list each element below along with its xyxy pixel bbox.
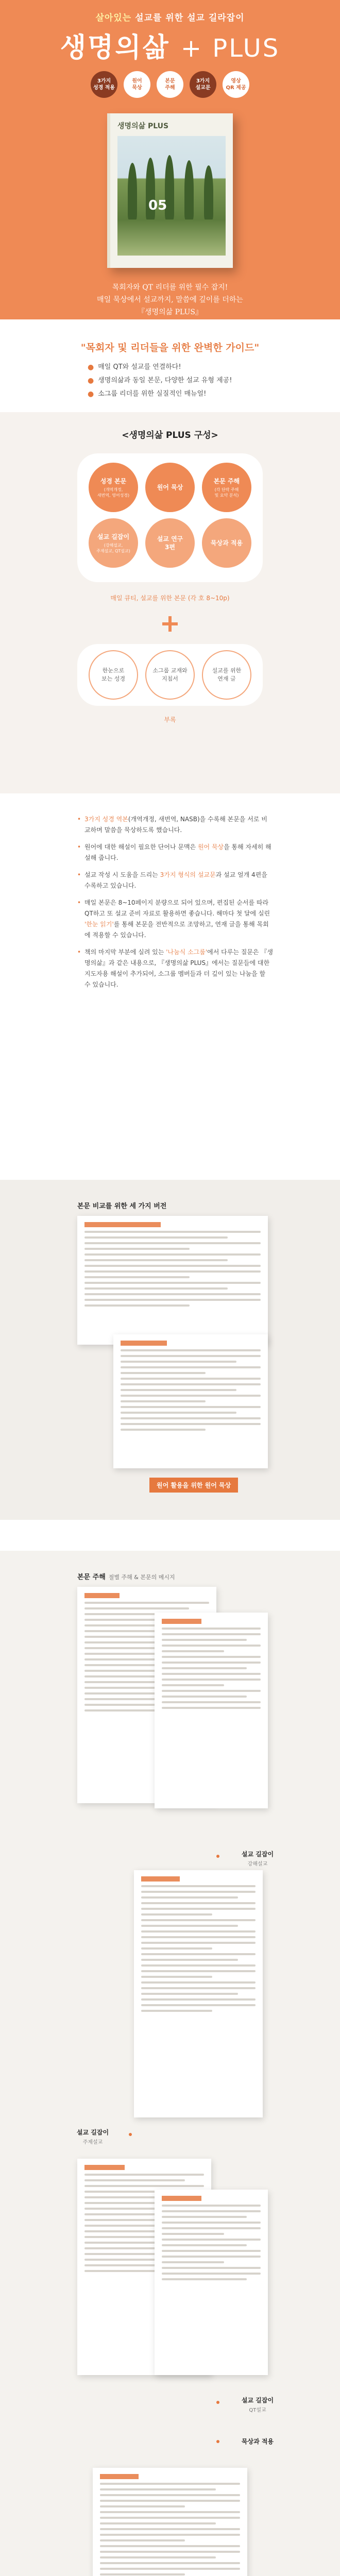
check-item-label: 매일 QT와 설교를 연결하다! [98, 363, 181, 371]
circle-sub-label: (강해설교, 주제설교, QT설교) [96, 543, 130, 553]
circle-main-label: 묵상과 적용 [210, 539, 243, 547]
check-item-label: 생명의삶과 동일 본문, 다양한 설교 유형 제공! [98, 377, 232, 384]
appendix-circle-label: 설교를 위한 연재 글 [212, 667, 242, 682]
hero-desc-line: 매일 묵상에서 설교까지, 말씀에 깊이를 더하는 [97, 296, 243, 304]
bullet-text-pre: 매일 본문은 8~10페이지 분량으로 되어 있으며, 편집된 순서를 따라 QT하고 또 설교 준비 자료로 활용하면 좋습니다. 해마다 첫 달에 실린 [84, 899, 270, 917]
feature-badge: 3가지 성경 적용 [91, 71, 117, 98]
sample-spread-2 [113, 1334, 268, 1468]
book-issue-number: 05 [148, 198, 167, 213]
bullet-text-pre: 설교 작성 시 도움을 드리는 [84, 871, 160, 878]
composition-main-box [77, 453, 263, 582]
tag3-sub: QT설교 [249, 2408, 266, 2413]
bullet-text-post: (개역개정, 새번역, NASB)을 수록해 본문을 서로 비교하며 말씀을 묵상하도록 했습니다. [84, 816, 267, 834]
circle-main-label: 성경 본문 [100, 477, 127, 485]
tag2-sub: 주제설교 [82, 2140, 103, 2145]
feature-badge: 본문 주해 [157, 71, 183, 98]
sample2-title [77, 1571, 175, 1581]
circle-sub-label: (각 단락 주해 및 요약 분석) [214, 487, 239, 498]
bullet-text-pre: 책의 마지막 부분에 실려 있는 [84, 948, 166, 956]
book-photo [117, 136, 226, 256]
feature-badge: 영상 QR 제공 [223, 71, 249, 98]
sermon-guide-topical-tag [62, 2128, 124, 2145]
bullet-text-post: 과 설교 얼개 4편을 수록하고 있습니다. [84, 871, 267, 889]
check-circle-icon: ● [88, 390, 94, 398]
circle-main-label: 설교 길잡이 [97, 533, 130, 540]
hero-desc-line: 목회자와 QT 리더를 위한 필수 잡지! [112, 283, 228, 292]
composition-section [0, 412, 340, 793]
book-cover-image [107, 113, 233, 268]
composition-title: <생명의삶 PLUS 구성> [122, 430, 218, 440]
feature-bullet [77, 870, 273, 891]
sample1-tag: 원어 활용을 위한 원어 묵상 [149, 1478, 238, 1493]
tagline-accent: 살아있는 [95, 13, 132, 23]
circle-main-label: 본문 주해 [213, 477, 240, 485]
feature-bullet [77, 947, 273, 990]
bullet-text-post: 를 통해 본문을 전반적으로 조망하고, 연재 글을 통해 목회에 적용할 수 있습니다. [84, 921, 269, 939]
sample-section-commentary [0, 1551, 340, 2576]
check-circle-icon: ● [88, 363, 94, 371]
appendix-circle [89, 650, 138, 700]
hero-description [0, 281, 340, 318]
sample1-title: 본문 비교를 위한 세 가지 버전 [77, 1202, 167, 1210]
appendix-circle [202, 650, 251, 700]
tag3-main: 설교 길잡이 [241, 2397, 274, 2404]
tag1-main: 설교 길잡이 [241, 1851, 274, 1858]
guide-checklist [88, 361, 273, 401]
tag2-main: 설교 길잡이 [76, 2129, 109, 2136]
hero-desc-line: 『생명의삶 PLUS』 [138, 308, 202, 316]
bullet-text-pre: 원어에 대한 해설이 필요한 단어나 문맥은 [84, 843, 198, 851]
sample-page-e [155, 2190, 268, 2375]
book-logo: 생명의삶 PLUS [117, 122, 169, 130]
bullet-text-post: 에서 다루는 질문은 『생명의삶』과 같은 내용으로, 『생명의삶 PLUS』에서는 질문들에 대한 지도자용 해설이 추가되어, 소그룹 멤버들과 더 깊이 있는 나눔을 할 수 있습니다. [84, 948, 273, 988]
feature-badge: 3가지 설교문 [190, 71, 216, 98]
feature-badge: 원어 묵상 [124, 71, 150, 98]
hero-title [0, 26, 340, 64]
appendix-circle [145, 650, 195, 700]
sermon-guide-expository-tag [227, 1850, 288, 1867]
feature-bullets [77, 814, 273, 996]
composition-circle [145, 463, 195, 512]
guide-title: "목회자 및 리더들을 위한 완벽한 가이드" [80, 342, 260, 353]
sample-page-b [155, 1613, 268, 1808]
bullet-text-hl: 3가지 형식의 설교문 [160, 871, 216, 878]
check-item-label: 소그룹 리더를 위한 실질적인 매뉴얼! [98, 390, 207, 398]
circle-main-label: 원어 묵상 [157, 484, 183, 491]
feature-badges [0, 71, 340, 98]
appendix-circle-label: 소그룹 교재와 지침서 [152, 667, 188, 682]
title-main: 생명의삶 [60, 32, 170, 63]
appendix-box [77, 644, 263, 706]
hero-tagline: 살아있는 설교를 위한 설교 길라잡이 [95, 13, 245, 23]
feature-bullet [77, 842, 273, 863]
circle-sub-label: (개역개정, 새번역, 영어성경) [97, 487, 130, 498]
title-plus: + PLUS [180, 34, 280, 63]
appendix-circle-label: 한눈으로 보는 성경 [101, 667, 125, 682]
meditation-application-tag [227, 2437, 288, 2446]
tagline-suffix: 설교 길라잡이 [187, 13, 245, 23]
check-circle-icon: ● [88, 377, 94, 385]
hero-banner [0, 0, 340, 319]
tag4-main: 묵상과 적용 [241, 2438, 274, 2445]
bullet-text-post: 을 통해 자세히 해설해 줍니다. [84, 843, 271, 861]
check-item [88, 387, 273, 401]
sermon-guide-qt-tag [227, 2396, 288, 2413]
composition-circle [202, 463, 251, 512]
composition-circle [202, 518, 251, 568]
plus-icon [162, 616, 178, 632]
tag1-sub: 강해설교 [247, 1861, 268, 1867]
composition-circles [88, 463, 252, 568]
bullet-text-hl: '한눈 읽기' [84, 921, 114, 928]
feature-bullet [77, 814, 273, 836]
bullet-text-hl: '나눔식 소그룹' [166, 948, 208, 956]
sample-spread-1 [77, 1216, 268, 1345]
composition-circle [145, 518, 195, 568]
sample2-title-main: 본문 주해 [77, 1573, 106, 1581]
sample-page-c [134, 1870, 263, 2117]
appendix-label: 부록 [164, 716, 176, 723]
feature-bullet [77, 897, 273, 941]
check-item [88, 361, 273, 374]
bullet-text-hl: 3가지 성경 역본 [84, 816, 128, 823]
sample-page-f [93, 2468, 247, 2576]
check-item [88, 374, 273, 387]
bullet-text-hl: 원어 묵상 [197, 843, 224, 851]
appendix-circles [88, 650, 252, 700]
circle-main-label: 설교 연구 3편 [157, 535, 183, 551]
composition-note: 매일 큐티, 설교를 위한 본문 (각 호 8~10p) [110, 595, 230, 602]
composition-circle [89, 463, 138, 512]
sample-section-versions [0, 1180, 340, 1520]
composition-circle [89, 518, 138, 568]
sample2-subtitle: 절별 주해 & 본문의 메시지 [108, 1574, 175, 1581]
